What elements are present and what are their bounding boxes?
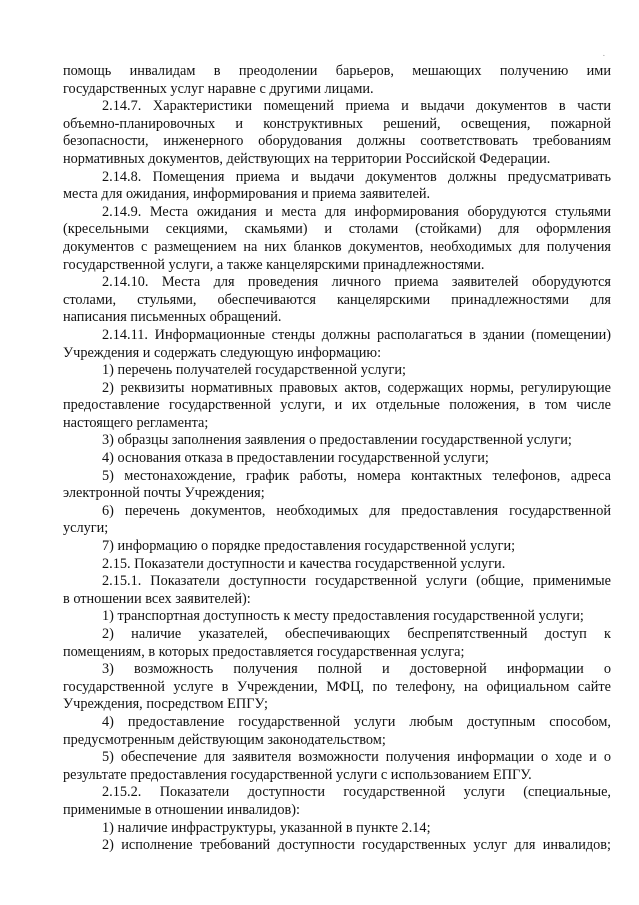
text-line: 2.14.11. Информационные стенды должны располагаться в здании (помещении)	[102, 326, 611, 343]
text-line: электронной почты Учреждения;	[63, 485, 265, 502]
text-line: 4) основания отказа в предоставлении государственной услуги;	[102, 450, 489, 467]
text-line: 2.15.1. Показатели доступности государственной услуги (общие, применимые	[102, 573, 611, 590]
text-line: государственных услуг наравне с другими лицами.	[63, 80, 374, 97]
text-line: 2.14.10. Места для проведения личного приема заявителей оборудуются	[102, 274, 611, 291]
text-line: предусмотренным действующим законодательством;	[63, 731, 386, 748]
text-line: нормативных документов, действующих на территории Российской Федерации.	[63, 150, 551, 167]
text-line: 3) образцы заполнения заявления о предоставлении государственной услуги;	[102, 432, 572, 449]
document-body	[63, 63, 611, 855]
text-line: результате предоставления государственной услуги с использованием ЕПГУ.	[63, 766, 532, 783]
text-line: 2.15.2. Показатели доступности государственной услуги (специальные,	[102, 784, 611, 801]
text-line: 4) предоставление государственной услуги любым доступным способом,	[102, 713, 611, 730]
text-line: государственной услуге в Учреждении, МФЦ, по телефону, на официальном сайте	[63, 678, 611, 695]
text-line: столами, стульями, обеспечиваются канцелярскими принадлежностями для	[63, 291, 611, 308]
text-line: 1) транспортная доступность к месту предоставления государственной услуги;	[102, 608, 584, 625]
text-line: 2) наличие указателей, обеспечивающих беспрепятственный доступ к	[102, 626, 611, 642]
text-line: 2.14.8. Помещения приема и выдачи документов должны предусматривать	[102, 168, 611, 185]
text-line: 1) наличие инфраструктуры, указанной в пункте 2.14;	[102, 819, 431, 836]
text-line: государственной услуги, а также канцелярскими принадлежностями.	[63, 256, 485, 273]
text-line: написания письменных обращений.	[63, 309, 282, 326]
text-line: настоящего регламента;	[63, 414, 209, 431]
text-line: 2.14.7. Характеристики помещений приема и выдачи документов в части	[102, 98, 611, 115]
text-line: 2.14.9. Места ожидания и места для информирования оборудуются стульями	[102, 203, 611, 220]
text-line: объемно-планировочных и конструктивных решений, освещения, пожарной	[63, 115, 611, 132]
text-line: услуги;	[63, 520, 109, 537]
text-line: 7) информацию о порядке предоставления государственной услуги;	[102, 538, 516, 555]
text-line: применимые в отношении инвалидов):	[63, 801, 300, 818]
text-line: 6) перечень документов, необходимых для предоставления государственной	[102, 502, 611, 519]
text-line: (кресельными секциями, скамьями) и столами (стойками) для оформления	[63, 221, 611, 238]
text-line: Учреждения и содержать следующую информацию:	[63, 344, 382, 361]
text-line: предоставление государственной услуги, и их отдельные положения, в том числе	[63, 397, 611, 414]
text-line: помощь инвалидам в преодолении барьеров, мешающих получению ими	[63, 63, 611, 79]
text-line: безопасности, инженерного оборудования должны соответствовать требованиям	[63, 133, 611, 150]
text-line: 2) реквизиты нормативных правовых актов, содержащих нормы, регулирующие	[102, 379, 611, 396]
text-line: 5) местонахождение, график работы, номера контактных телефонов, адреса	[102, 467, 611, 484]
text-line: 1) перечень получателей государственной услуги;	[102, 362, 406, 379]
text-line: 2.15. Показатели доступности и качества государственной услуги.	[102, 555, 506, 572]
text-line: документов с размещением на них бланков документов, необходимых для получения	[63, 238, 611, 255]
text-line: места для ожидания, информирования и приема заявителей.	[63, 186, 431, 203]
text-line: Учреждения, посредством ЕПГУ;	[63, 696, 269, 713]
corner-mark: .	[602, 48, 605, 58]
text-line: 5) обеспечение для заявителя возможности получения информации о ходе и о	[102, 749, 611, 766]
text-line: 3) возможность получения полной и достоверной информации о	[102, 661, 611, 678]
text-line: 2) исполнение требований доступности государственных услуг для инвалидов;	[102, 837, 611, 854]
text-line: в отношении всех заявителей):	[63, 590, 251, 607]
text-line: помещениям, в которых предоставляется государственная услуга;	[63, 643, 465, 660]
